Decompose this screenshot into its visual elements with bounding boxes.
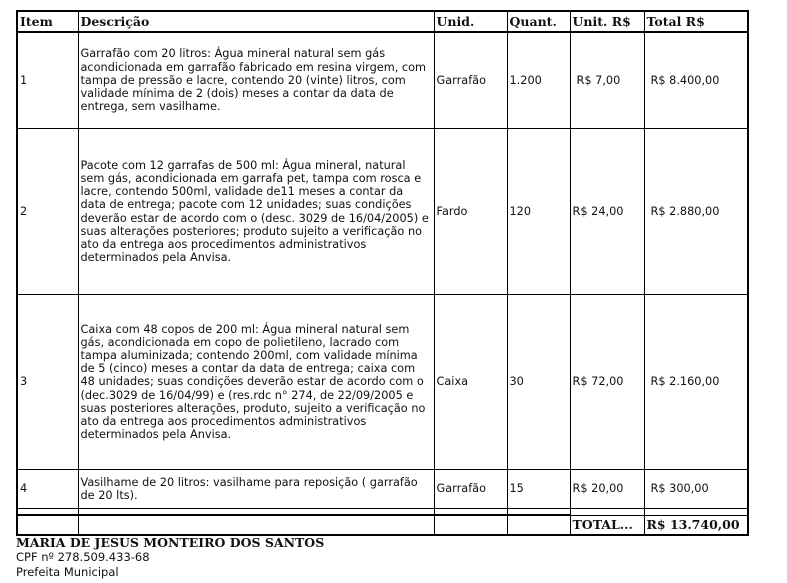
cell-item: 4 — [17, 470, 78, 509]
table-row — [17, 129, 748, 295]
cell-total: R$ 2.160,00 — [644, 295, 748, 470]
cell-quant: 15 — [507, 470, 570, 509]
cell-unid: Garrafão — [434, 470, 507, 509]
signatory-name: MARIA DE JESUS MONTEIRO DOS SANTOS — [16, 535, 325, 550]
cell-unid: Caixa — [434, 295, 507, 470]
cell-item: 1 — [17, 32, 78, 129]
cell-item: 2 — [17, 129, 78, 295]
cell-unit-price: R$ 72,00 — [570, 295, 644, 470]
total-label: TOTAL... — [570, 515, 644, 535]
items-table — [16, 10, 749, 536]
signature-block — [16, 535, 324, 580]
cell-descricao: Garrafão com 20 litros: Água mineral natural sem gás acondicionada em garrafão fabricado em resina virgem, com tampa de pressão e lacre, contendo 20 (vinte) litros, com validade mínima de 2 (dois) meses a contar da data de entrega, sem vasilhame. — [78, 32, 434, 129]
table-total-row — [17, 515, 748, 535]
table-header-row — [17, 11, 748, 32]
header-unit-price: Unit. R$ — [570, 11, 644, 32]
cell-quant: 1.200 — [507, 32, 570, 129]
table-row — [17, 295, 748, 470]
cell-total: R$ 2.880,00 — [644, 129, 748, 295]
signatory-cpf: CPF nº 278.509.433-68 — [16, 550, 150, 564]
signatory-role: Prefeita Municipal — [16, 565, 119, 579]
cell-quant: 30 — [507, 295, 570, 470]
cell-item: 3 — [17, 295, 78, 470]
header-descricao: Descrição — [78, 11, 434, 32]
cell-unid: Garrafão — [434, 32, 507, 129]
cell-unit-price: R$ 7,00 — [570, 32, 644, 129]
table-row — [17, 32, 748, 129]
cell-quant: 120 — [507, 129, 570, 295]
total-value: R$ 13.740,00 — [644, 515, 748, 535]
cell-unit-price: R$ 20,00 — [570, 470, 644, 509]
header-quant: Quant. — [507, 11, 570, 32]
cell-descricao: Pacote com 12 garrafas de 500 ml: Água mineral, natural sem gás, acondicionada em garrafa pet, tampa com rosca e lacre, contendo 500ml, validade de11 meses a contar da data de entrega; pacote com 12 unidades; suas condições deverão estar de acordo com o (desc. 3029 de 16/04/2005) e suas alterações posteriores; produto sujeito a verificação no ato da entrega aos procedimentos administrativos determinados pela Anvisa. — [78, 129, 434, 295]
header-item: Item — [17, 11, 78, 32]
table-row — [17, 470, 748, 509]
header-total: Total R$ — [644, 11, 748, 32]
cell-descricao: Caixa com 48 copos de 200 ml: Água mineral natural sem gás, acondicionada em copo de polietileno, lacrado com tampa aluminizada; contendo 200ml, com validade mínima de 5 (cinco) meses a contar da data de entrega; caixa com 48 unidades; suas condições deverão estar de acordo com o (dec.3029 de 16/04/99) e (res.rdc n° 274, de 22/09/2005 e suas posteriores alterações, produto, sujeito a verificação no ato da entrega aos procedimentos administrativos determinados pela Anvisa. — [78, 295, 434, 470]
cell-descricao: Vasilhame de 20 litros: vasilhame para reposição ( garrafão de 20 lts). — [78, 470, 434, 509]
cell-unit-price: R$ 24,00 — [570, 129, 644, 295]
header-unid: Unid. — [434, 11, 507, 32]
cell-total: R$ 300,00 — [644, 470, 748, 509]
cell-total: R$ 8.400,00 — [644, 32, 748, 129]
cell-unid: Fardo — [434, 129, 507, 295]
